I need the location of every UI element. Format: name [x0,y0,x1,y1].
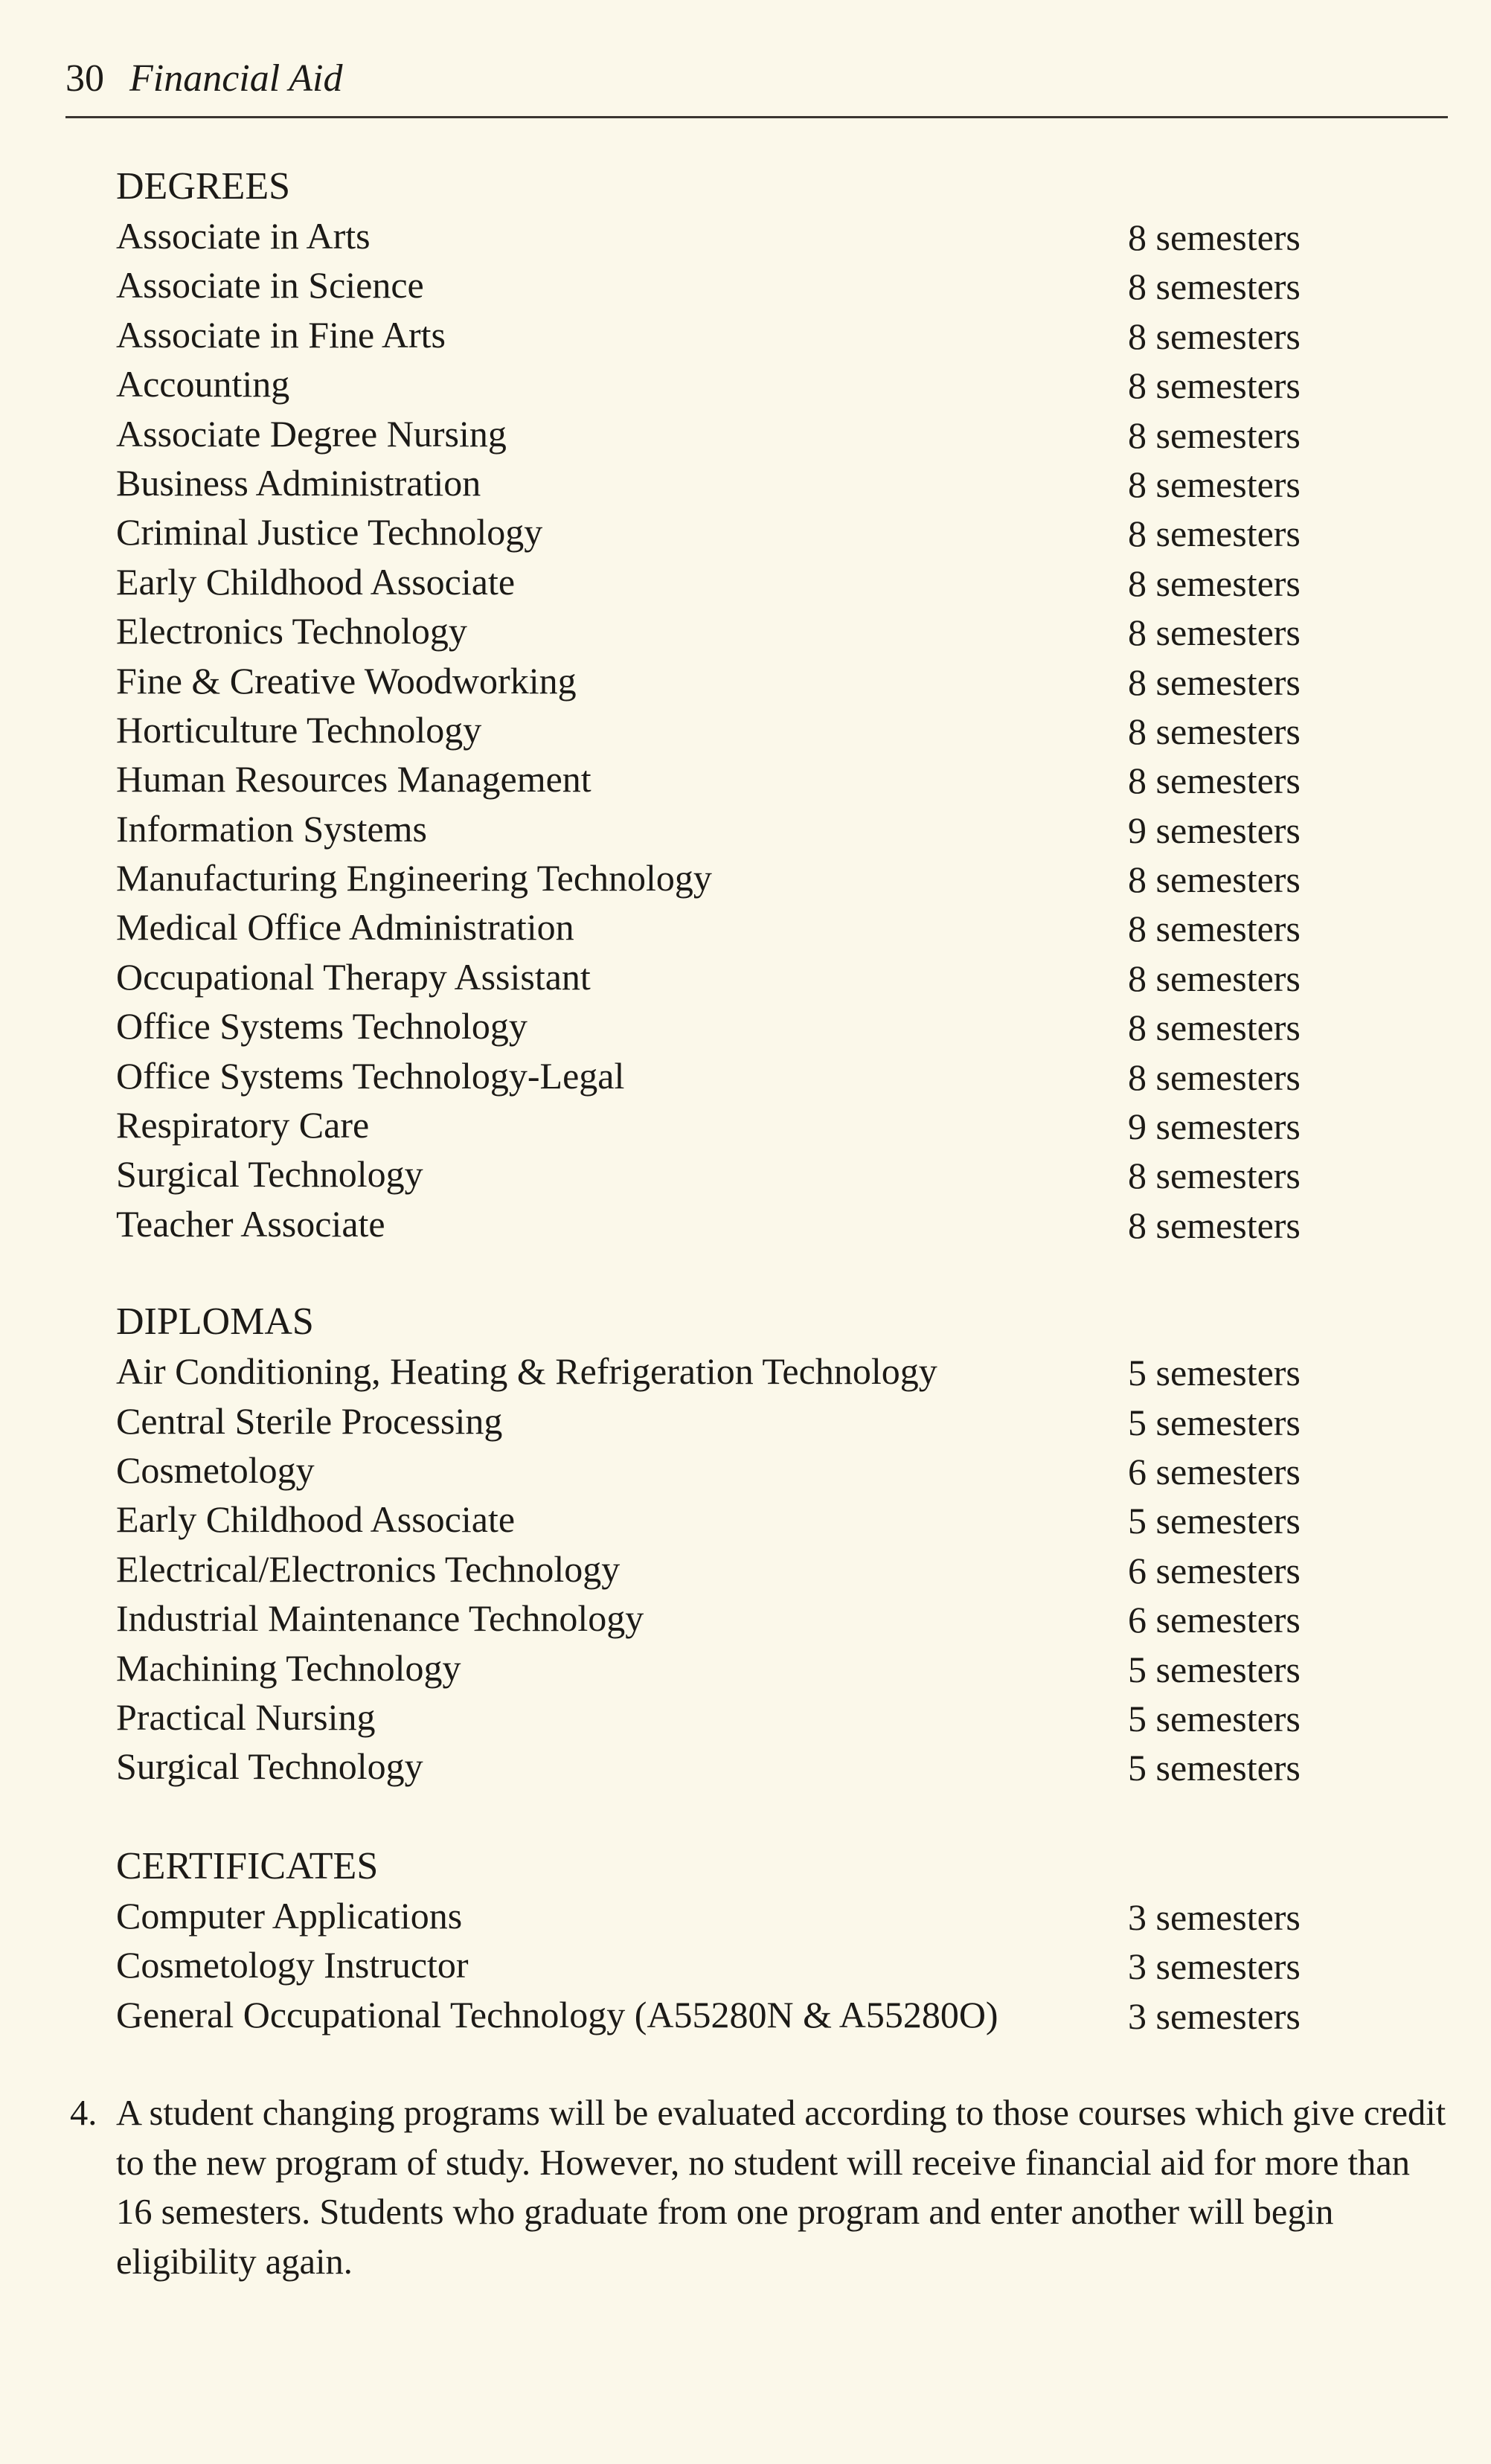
program-name: Horticulture Technology [116,708,482,751]
program-length: 8 semesters [1128,463,1301,505]
program-row [116,1594,1306,1643]
program-name: Office Systems Technology-Legal [116,1054,625,1097]
certificates-heading: CERTIFICATES [116,1844,379,1887]
program-row [116,359,1306,408]
program-length: 8 semesters [1128,315,1301,357]
note-number: 4. [70,2094,97,2133]
program-length: 5 semesters [1128,1352,1301,1394]
program-row [116,1051,1306,1100]
program-name: Early Childhood Associate [116,560,516,603]
program-row [116,1100,1306,1149]
program-length: 8 semesters [1128,612,1301,654]
program-name: Medical Office Administration [116,906,574,949]
program-row [116,310,1306,359]
program-row [116,1742,1306,1791]
program-row [116,1149,1306,1199]
program-row [116,606,1306,655]
program-row [116,853,1306,902]
program-row [116,1347,1306,1396]
program-row [116,656,1306,705]
program-length: 8 semesters [1128,1204,1301,1246]
program-row [116,260,1306,309]
program-name: Information Systems [116,807,428,850]
program-name: Teacher Associate [116,1202,385,1245]
note-paragraph [70,2089,1454,2287]
program-name: Air Conditioning, Heating & Refrigeration Technology [116,1350,937,1393]
program-row [116,1396,1306,1446]
program-row [116,952,1306,1001]
program-row [116,211,1306,260]
program-row [116,754,1306,803]
diplomas-heading: DIPLOMAS [116,1300,314,1344]
program-length: 8 semesters [1128,1007,1301,1049]
program-row [116,1643,1306,1693]
program-name: Surgical Technology [116,1153,423,1196]
program-name: Human Resources Management [116,758,591,801]
section-spacer [116,1248,1306,1297]
running-title: Financial Aid [129,57,343,100]
program-length: 6 semesters [1128,1450,1301,1492]
program-row [116,557,1306,606]
program-name: Cosmetology Instructor [116,1944,469,1986]
program-name: Cosmetology [116,1448,315,1491]
program-row [116,409,1306,458]
program-row [116,804,1306,853]
program-name: Early Childhood Associate [116,1498,516,1541]
degrees-heading: DEGREES [116,165,290,208]
program-name: General Occupational Technology (A55280N & A55280O) [116,1993,998,2035]
program-length: 8 semesters [1128,414,1301,456]
program-length: 8 semesters [1128,710,1301,752]
program-length: 8 semesters [1128,760,1301,802]
program-length: 3 semesters [1128,1896,1301,1938]
program-row [116,1495,1306,1544]
program-length: 8 semesters [1128,365,1301,407]
program-length: 8 semesters [1128,957,1301,999]
program-length: 9 semesters [1128,1106,1301,1148]
degrees-list [116,211,1306,1248]
program-length: 8 semesters [1128,661,1301,703]
program-length: 5 semesters [1128,1697,1301,1739]
program-length: 5 semesters [1128,1401,1301,1443]
program-length: 8 semesters [1128,908,1301,950]
program-row [116,1446,1306,1495]
program-length: 3 semesters [1128,1995,1301,2037]
program-name: Associate Degree Nursing [116,412,507,455]
program-name: Electronics Technology [116,610,467,652]
program-name: Occupational Therapy Assistant [116,955,591,998]
program-name: Business Administration [116,461,481,504]
program-name: Accounting [116,363,290,405]
program-name: Surgical Technology [116,1745,423,1788]
program-row [116,1693,1306,1742]
program-name: Computer Applications [116,1894,463,1937]
program-length: 5 semesters [1128,1500,1301,1542]
program-name: Electrical/Electronics Technology [116,1547,621,1590]
program-name: Associate in Science [116,264,424,307]
program-length: 6 semesters [1128,1599,1301,1641]
program-length: 8 semesters [1128,216,1301,258]
program-row [116,902,1306,952]
program-length: 8 semesters [1128,859,1301,901]
section-spacer [116,1791,1306,1842]
program-name: Associate in Arts [116,215,371,257]
program-row [116,507,1306,556]
program-name: Respiratory Care [116,1104,370,1146]
program-length: 8 semesters [1128,562,1301,604]
program-lengths-list [116,162,1306,2039]
program-length: 8 semesters [1128,1155,1301,1197]
program-length: 8 semesters [1128,513,1301,555]
page-number: 30 [65,57,104,100]
program-row [116,1544,1306,1594]
diplomas-list [116,1347,1306,1791]
program-name: Office Systems Technology [116,1005,528,1047]
page-header [65,52,342,106]
program-name: Fine & Creative Woodworking [116,659,577,702]
program-row [116,705,1306,754]
note-text: A student changing programs will be evaluated according to those courses which give credit to the new program of study. However, no student will receive financial aid for more than 16 semesters. Students who graduate from one program and enter another will begin eligibility again. [116,2094,1446,2282]
program-length: 5 semesters [1128,1648,1301,1690]
program-length: 5 semesters [1128,1747,1301,1789]
program-name: Central Sterile Processing [116,1399,503,1442]
program-name: Practical Nursing [116,1695,376,1738]
program-row [116,1891,1306,1940]
program-length: 8 semesters [1128,266,1301,308]
program-name: Machining Technology [116,1646,461,1689]
program-name: Industrial Maintenance Technology [116,1597,644,1640]
program-row [116,458,1306,507]
program-length: 3 semesters [1128,1945,1301,1988]
program-row [116,1990,1306,2039]
header-rule [65,116,1448,118]
program-row [116,1001,1306,1050]
certificates-list [116,1891,1306,2039]
program-length: 9 semesters [1128,809,1301,851]
program-row [116,1199,1306,1248]
program-row [116,1940,1306,1989]
program-length: 8 semesters [1128,1056,1301,1098]
program-name: Manufacturing Engineering Technology [116,857,712,899]
program-name: Criminal Justice Technology [116,511,543,554]
program-name: Associate in Fine Arts [116,313,446,356]
program-length: 6 semesters [1128,1549,1301,1591]
